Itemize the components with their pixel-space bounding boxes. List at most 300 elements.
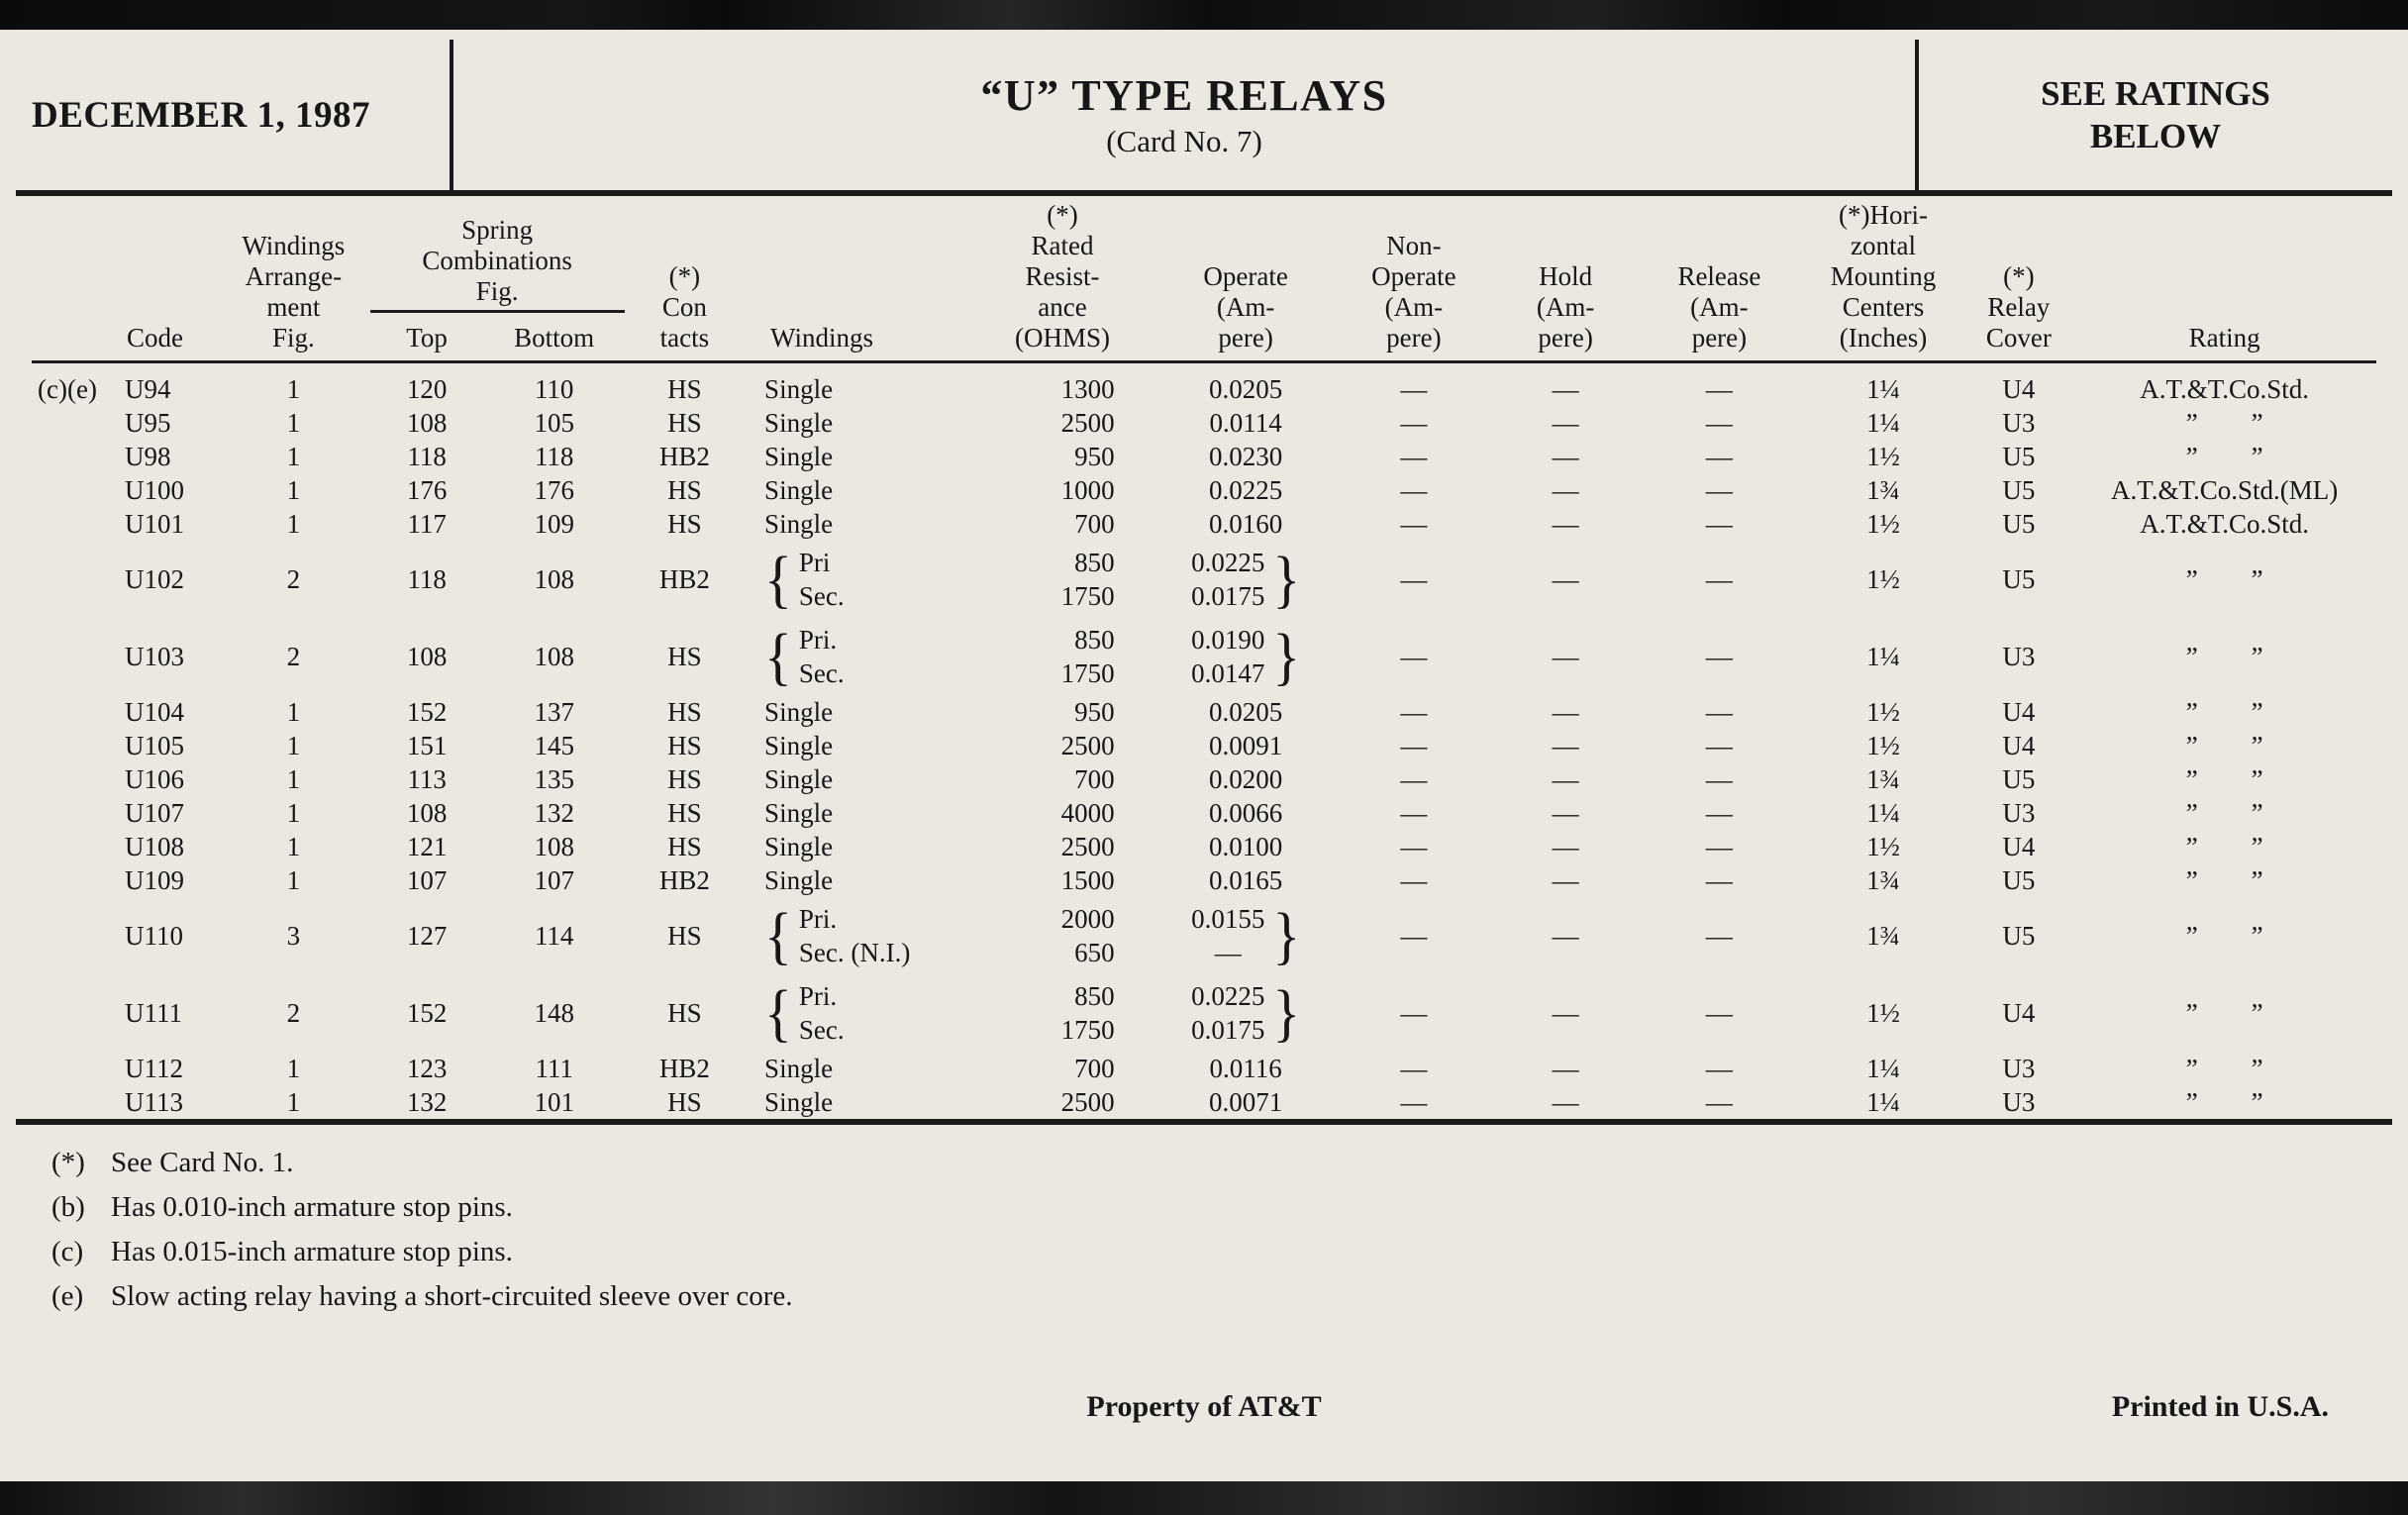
cell-release: — <box>1705 1054 1733 1083</box>
cell-contacts: HB2 <box>658 865 710 895</box>
footnote <box>51 1141 2392 1185</box>
cell-rated-resistance: 1000 <box>1060 475 1115 505</box>
cell-non-operate: — <box>1400 408 1428 438</box>
cell-mounting-centers: 1½ <box>1866 564 1900 594</box>
cell-relay-cover: U3 <box>2002 642 2036 671</box>
table-row <box>32 695 2376 729</box>
cell-release: — <box>1705 921 1733 951</box>
cell-contacts: HB2 <box>658 1054 710 1083</box>
cell-code: U106 <box>125 764 184 794</box>
cell-windings: Single <box>764 475 834 505</box>
cell-spring-bottom: 108 <box>534 832 574 861</box>
cell-operate: 0.0190 0.0147 } <box>1158 618 1334 695</box>
cell-code: U101 <box>125 509 184 539</box>
cell-non-operate: — <box>1400 998 1428 1028</box>
cell-windings: Single <box>764 798 834 828</box>
cell-non-operate: — <box>1400 642 1428 671</box>
cell-spring-top: 152 <box>406 697 448 727</box>
cell-code: U102 <box>125 564 184 594</box>
open-brace: { <box>764 620 792 692</box>
cell-hold: — <box>1552 442 1579 471</box>
cell-contacts: HS <box>667 921 702 951</box>
cell-windings: Single <box>745 362 966 407</box>
cell-spring-top: 107 <box>406 865 448 895</box>
cell-non-operate: — <box>1400 865 1428 895</box>
cell-spring-top: 152 <box>406 998 448 1028</box>
footnote-text: Slow acting relay having a short-circuited sleeve over core. <box>111 1280 793 1312</box>
cell-contacts: HS <box>667 731 702 760</box>
cell-windings-fig: 1 <box>286 1054 301 1083</box>
cell-non-operate: — <box>1400 564 1428 594</box>
cell-rating: ” ” <box>2185 998 2263 1028</box>
cell-operate: 0.0071 <box>1208 1087 1283 1117</box>
cell-rating: ” ” <box>2185 731 2263 760</box>
cell-release: — <box>1705 475 1733 505</box>
cell-rating: ” ” <box>2185 798 2263 828</box>
property-notice: Property of AT&T <box>1086 1390 1322 1423</box>
table-row <box>32 830 2376 863</box>
cell-windings-fig: 2 <box>286 642 301 671</box>
table-row <box>32 863 2376 897</box>
cell-code: U113 <box>125 1087 183 1117</box>
cell-spring-top: 117 <box>407 509 447 539</box>
cell-contacts: HS <box>667 764 702 794</box>
cell-contacts: HS <box>667 798 702 828</box>
cell-windings: Single <box>764 865 834 895</box>
cell-relay-cover: U3 <box>2002 1054 2036 1083</box>
scan-artifact-top-bar <box>0 0 2408 30</box>
cell-rating: ” ” <box>2185 1087 2263 1117</box>
cell-mounting-centers: 1½ <box>1866 697 1900 727</box>
cell-spring-top: 120 <box>370 362 484 407</box>
cell-hold: — <box>1552 798 1579 828</box>
cell-operate: 0.0205 <box>1208 697 1283 727</box>
cell-spring-top: 127 <box>406 921 448 951</box>
cell-code: U110 <box>125 921 183 951</box>
cell-rating: ” ” <box>2185 642 2263 671</box>
cell-rated-resistance: 2500 <box>1060 731 1115 760</box>
cell-spring-bottom: 105 <box>534 408 574 438</box>
cell-spring-bottom: 114 <box>534 921 574 951</box>
cell-spring-top: 123 <box>406 1054 448 1083</box>
table-row <box>32 406 2376 440</box>
cell-spring-top: 113 <box>407 764 447 794</box>
close-brace: } <box>1272 620 1301 692</box>
close-brace: } <box>1272 543 1301 615</box>
cell-windings-fig: 1 <box>286 865 301 895</box>
cell-operate: 0.0100 <box>1208 832 1283 861</box>
cell-spring-bottom: 132 <box>534 798 574 828</box>
cell-code: U104 <box>125 697 184 727</box>
cell-release: — <box>1705 642 1733 671</box>
cell-code: U100 <box>125 475 184 505</box>
cell-windings-fig: 1 <box>286 509 301 539</box>
cell-spring-bottom: 176 <box>534 475 574 505</box>
cell-contacts: HS <box>667 1087 702 1117</box>
footnote-marker: (b) <box>51 1191 85 1223</box>
table-row <box>32 1052 2376 1085</box>
cell-operate: 0.0205 <box>1158 362 1334 407</box>
cell-non-operate: — <box>1334 362 1495 407</box>
cell-windings: Single <box>764 1087 834 1117</box>
cell-release: — <box>1705 764 1733 794</box>
cell-hold: — <box>1552 408 1579 438</box>
footnote <box>51 1185 2392 1230</box>
cell-operate: 0.0200 <box>1208 764 1283 794</box>
cell-hold: — <box>1552 731 1579 760</box>
cell-mounting-centers: 1¾ <box>1866 475 1900 505</box>
cell-hold: — <box>1552 642 1579 671</box>
cell-windings-fig: 1 <box>286 731 301 760</box>
table-row <box>32 440 2376 473</box>
table-header <box>32 200 2376 362</box>
col-header-top: Top <box>406 323 448 353</box>
table-row <box>32 897 2376 974</box>
cell-hold: — <box>1552 764 1579 794</box>
close-brace: } <box>1272 899 1301 971</box>
cell-contacts: HS <box>667 832 702 861</box>
cell-non-operate: — <box>1400 798 1428 828</box>
cell-mounting-centers: 1¾ <box>1866 921 1900 951</box>
cell-spring-bottom: 109 <box>534 509 574 539</box>
cell-non-operate: — <box>1400 731 1428 760</box>
cell-windings-fig: 1 <box>286 408 301 438</box>
cell-rating: ” ” <box>2185 442 2263 471</box>
cell-operate: 0.0116 <box>1209 1054 1282 1083</box>
cell-release: — <box>1705 442 1733 471</box>
cell-spring-top: 151 <box>406 731 448 760</box>
cell-windings-fig: 2 <box>286 564 301 594</box>
cell-hold: — <box>1552 1054 1579 1083</box>
cell-spring-top: 118 <box>407 442 447 471</box>
cell-release: — <box>1705 865 1733 895</box>
cell-rated-resistance: 1500 <box>1060 865 1115 895</box>
cell-windings: Single <box>764 697 834 727</box>
cell-mounting-centers: 1¼ <box>1866 1054 1900 1083</box>
cell-windings: { Pri. Sec. <box>745 618 966 695</box>
cell-windings: Single <box>764 509 834 539</box>
col-header-hold: Hold (Am- pere) <box>1536 261 1595 353</box>
cell-release: — <box>1705 564 1733 594</box>
table-row <box>32 796 2376 830</box>
cell-relay-cover: U4 <box>2002 731 2036 760</box>
table-row <box>32 362 2376 407</box>
cell-mounting-centers: 1½ <box>1866 442 1900 471</box>
cell-hold: — <box>1552 865 1579 895</box>
cell-rated-resistance: 700 <box>1074 509 1115 539</box>
cell-windings-fig: 1 <box>217 362 369 407</box>
cell-hold: — <box>1552 564 1579 594</box>
cell-windings-fig: 1 <box>286 442 301 471</box>
footnote-text: Has 0.010-inch armature stop pins. <box>111 1191 513 1223</box>
card-title: “U” TYPE RELAYS <box>980 71 1388 120</box>
cell-rated-resistance: 850 1750 <box>1060 625 1115 688</box>
cell-code: U105 <box>125 731 184 760</box>
cell-non-operate: — <box>1400 697 1428 727</box>
cell-operate: 0.0114 <box>1209 408 1282 438</box>
footnote <box>51 1274 2392 1319</box>
cell-code: U95 <box>125 408 171 438</box>
col-header-non-operate: Non- Operate (Am- pere) <box>1371 231 1456 353</box>
cell-release: — <box>1705 798 1733 828</box>
cell-operate: 0.0066 <box>1208 798 1283 828</box>
cell-relay-cover: U4 <box>2002 998 2036 1028</box>
card-date: DECEMBER 1, 1987 <box>32 94 371 136</box>
cell-rated-resistance: 2500 <box>1060 408 1115 438</box>
cell-relay-cover: U5 <box>2002 442 2036 471</box>
cell-windings: Single <box>764 764 834 794</box>
card-title-block <box>450 40 1919 190</box>
cell-contacts: HS <box>667 642 702 671</box>
cell-rated-resistance: 2500 <box>1060 1087 1115 1117</box>
cell-windings-fig: 2 <box>286 998 301 1028</box>
cell-mounting-centers: 1¼ <box>1866 1087 1900 1117</box>
cell-release: — <box>1705 731 1733 760</box>
cell-operate: 0.0225 0.0175 } <box>1158 541 1334 618</box>
cell-mounting-centers: 1¼ <box>1866 642 1900 671</box>
cell-relay-cover: U5 <box>2002 764 2036 794</box>
cell-release: — <box>1705 832 1733 861</box>
open-brace: { <box>764 976 792 1049</box>
cell-hold: — <box>1552 1087 1579 1117</box>
ratings-note: SEE RATINGS BELOW <box>2041 74 2270 155</box>
cell-operate: 0.0225 <box>1208 475 1283 505</box>
cell-rating: ” ” <box>2185 921 2263 951</box>
cell-rated-resistance: 850 1750 <box>1060 548 1115 611</box>
col-header-windings: Windings <box>770 323 873 353</box>
cell-operate: 0.0165 <box>1208 865 1283 895</box>
cell-hold: — <box>1552 921 1579 951</box>
cell-hold: — <box>1552 998 1579 1028</box>
cell-spring-bottom: 111 <box>535 1054 573 1083</box>
cell-mounting-centers: 1¼ <box>1866 798 1900 828</box>
cell-code: U107 <box>125 798 184 828</box>
cell-windings-fig: 1 <box>286 798 301 828</box>
cell-code: (c)(e) U94 <box>32 362 217 407</box>
table-row <box>32 541 2376 618</box>
open-brace: { <box>764 543 792 615</box>
cell-relay-cover: U3 <box>2002 1087 2036 1117</box>
open-brace: { <box>764 899 792 971</box>
footnote-marker: (c) <box>51 1236 84 1267</box>
cell-relay-cover: U4 <box>1964 362 2072 407</box>
cell-spring-top: 108 <box>406 798 448 828</box>
table-row <box>32 1085 2376 1119</box>
cell-operate: 0.0155 — } <box>1158 897 1334 974</box>
cell-contacts: HS <box>667 408 702 438</box>
cell-mounting-centers: 1¼ <box>1802 362 1965 407</box>
cell-windings: Single <box>764 408 834 438</box>
cell-code: U112 <box>125 1054 183 1083</box>
cell-windings-fig: 1 <box>286 764 301 794</box>
col-header-contacts: (*) Con tacts <box>659 261 710 353</box>
cell-release: — <box>1637 362 1802 407</box>
cell-windings-fig: 1 <box>286 475 301 505</box>
cell-mounting-centers: 1¾ <box>1866 764 1900 794</box>
cell-windings: { Pri. Sec. (N.I.) <box>745 897 966 974</box>
cell-rated-resistance: 2000 650 <box>1060 904 1115 967</box>
cell-contacts: HS <box>667 509 702 539</box>
cell-non-operate: — <box>1400 442 1428 471</box>
footnote-text: See Card No. 1. <box>111 1147 294 1178</box>
cell-spring-top: 108 <box>406 408 448 438</box>
cell-operate: 0.0230 <box>1208 442 1283 471</box>
cell-mounting-centers: 1½ <box>1866 731 1900 760</box>
cell-rating: ” ” <box>2185 408 2263 438</box>
cell-relay-cover: U4 <box>2002 832 2036 861</box>
col-header-rated-resistance: (*) Rated Resist- ance (OHMS) <box>1014 200 1110 353</box>
cell-mounting-centers: 1½ <box>1866 509 1900 539</box>
cell-relay-cover: U3 <box>2002 798 2036 828</box>
cell-spring-bottom: 145 <box>534 731 574 760</box>
col-header-windings-fig: Windings Arrange- ment Fig. <box>242 231 346 353</box>
cell-rating: A.T.&T.Co.Std.(ML) <box>2111 475 2339 505</box>
cell-relay-cover: U5 <box>2002 865 2036 895</box>
cell-windings: { Pri Sec. <box>745 541 966 618</box>
cell-relay-cover: U5 <box>2002 475 2036 505</box>
col-header-relay-cover: (*) Relay Cover <box>1985 261 2052 353</box>
cell-spring-bottom: 135 <box>534 764 574 794</box>
table-row <box>32 729 2376 762</box>
cell-rated-resistance: 1300 <box>966 362 1157 407</box>
cell-contacts: HS <box>667 998 702 1028</box>
card-footer <box>0 1390 2408 1430</box>
cell-release: — <box>1705 998 1733 1028</box>
cell-hold: — <box>1552 509 1579 539</box>
cell-code: U111 <box>125 998 182 1028</box>
table-bottom-rule <box>16 1119 2392 1125</box>
cell-spring-top: 132 <box>406 1087 448 1117</box>
cell-windings: Single <box>764 731 834 760</box>
cell-rating: ” ” <box>2185 832 2263 861</box>
cell-contacts: HB2 <box>658 442 710 471</box>
col-header-mounting-centers: (*)Hori- zontal Mounting Centers (Inches) <box>1830 200 1937 353</box>
cell-mounting-centers: 1¾ <box>1866 865 1900 895</box>
cell-windings: Single <box>764 1054 834 1083</box>
cell-windings-fig: 3 <box>286 921 301 951</box>
close-brace: } <box>1272 976 1301 1049</box>
cell-spring-bottom: 137 <box>534 697 574 727</box>
cell-rating: ” ” <box>2185 764 2263 794</box>
relay-table-body <box>32 362 2376 1120</box>
cell-release: — <box>1705 509 1733 539</box>
cell-rating: ” ” <box>2185 697 2263 727</box>
cell-relay-cover: U5 <box>2002 509 2036 539</box>
cell-windings: Single <box>764 832 834 861</box>
scan-artifact-bottom-bar <box>0 1481 2408 1515</box>
cell-rated-resistance: 950 <box>1074 442 1115 471</box>
cell-rated-resistance: 700 <box>1074 1054 1115 1083</box>
cell-contacts: HS <box>625 362 745 407</box>
col-header-spring-combinations: Spring Combinations Fig. <box>370 200 625 312</box>
cell-code: U98 <box>125 442 171 471</box>
cell-windings-fig: 1 <box>286 832 301 861</box>
footnote-marker: (e) <box>51 1280 84 1312</box>
card-subtitle: (Card No. 7) <box>1106 124 1262 158</box>
cell-windings-fig: 1 <box>286 697 301 727</box>
cell-windings: { Pri. Sec. <box>745 974 966 1052</box>
cell-relay-cover: U5 <box>2002 564 2036 594</box>
footnote-text: Has 0.015-inch armature stop pins. <box>111 1236 513 1267</box>
cell-hold: — <box>1552 832 1579 861</box>
cell-rated-resistance: 2500 <box>1060 832 1115 861</box>
cell-rated-resistance: 700 <box>1074 764 1115 794</box>
col-header-release: Release (Am- pere) <box>1677 261 1761 353</box>
col-header-code: Code <box>127 323 183 353</box>
cell-mounting-centers: 1½ <box>1866 998 1900 1028</box>
cell-rating: ” ” <box>2185 865 2263 895</box>
cell-code: U108 <box>125 832 184 861</box>
col-header-rating: Rating <box>2188 323 2260 353</box>
cell-release: — <box>1705 408 1733 438</box>
table-row <box>32 473 2376 507</box>
cell-non-operate: — <box>1400 921 1428 951</box>
cell-relay-cover: U4 <box>2002 697 2036 727</box>
cell-spring-top: 118 <box>407 564 447 594</box>
cell-non-operate: — <box>1400 764 1428 794</box>
cell-rating: A.T.&T.Co.Std. <box>2140 509 2310 539</box>
cell-spring-top: 176 <box>406 475 448 505</box>
col-header-operate: Operate (Am- pere) <box>1203 261 1288 353</box>
cell-release: — <box>1705 697 1733 727</box>
cell-non-operate: — <box>1400 1054 1428 1083</box>
cell-code: U103 <box>125 642 184 671</box>
cell-spring-bottom: 107 <box>534 865 574 895</box>
card-header <box>16 40 2392 196</box>
cell-spring-top: 108 <box>406 642 448 671</box>
code-footnote-prefix: (c)(e) <box>38 374 97 404</box>
cell-spring-bottom: 148 <box>534 998 574 1028</box>
cell-windings-fig: 1 <box>286 1087 301 1117</box>
cell-rated-resistance: 4000 <box>1060 798 1115 828</box>
cell-hold: — <box>1552 475 1579 505</box>
relay-data-card <box>0 30 2408 1481</box>
relay-table <box>32 200 2376 1119</box>
footnotes <box>51 1141 2392 1319</box>
cell-mounting-centers: 1½ <box>1866 832 1900 861</box>
cell-rating: ” ” <box>2185 564 2263 594</box>
cell-mounting-centers: 1¼ <box>1866 408 1900 438</box>
printed-notice: Printed in U.S.A. <box>2111 1390 2329 1423</box>
cell-non-operate: — <box>1400 832 1428 861</box>
cell-operate: 0.0225 0.0175 } <box>1158 974 1334 1052</box>
cell-operate: 0.0091 <box>1208 731 1283 760</box>
footnote-marker: (*) <box>51 1147 85 1178</box>
cell-contacts: HS <box>667 475 702 505</box>
cell-code: U109 <box>125 865 184 895</box>
cell-non-operate: — <box>1400 509 1428 539</box>
cell-relay-cover: U3 <box>2002 408 2036 438</box>
cell-rated-resistance: 950 <box>1074 697 1115 727</box>
cell-windings: Single <box>764 442 834 471</box>
cell-non-operate: — <box>1400 475 1428 505</box>
table-row <box>32 507 2376 541</box>
cell-non-operate: — <box>1400 1087 1428 1117</box>
table-row <box>32 974 2376 1052</box>
cell-relay-cover: U5 <box>2002 921 2036 951</box>
cell-spring-top: 121 <box>406 832 448 861</box>
table-row <box>32 618 2376 695</box>
cell-rating: ” ” <box>2185 1054 2263 1083</box>
col-header-bottom: Bottom <box>514 323 595 353</box>
cell-hold: — <box>1494 362 1637 407</box>
cell-release: — <box>1705 1087 1733 1117</box>
cell-hold: — <box>1552 697 1579 727</box>
cell-spring-bottom: 118 <box>534 442 574 471</box>
cell-operate: 0.0160 <box>1208 509 1283 539</box>
cell-rating: A.T.&T.Co.Std. <box>2072 362 2376 407</box>
table-row <box>32 762 2376 796</box>
